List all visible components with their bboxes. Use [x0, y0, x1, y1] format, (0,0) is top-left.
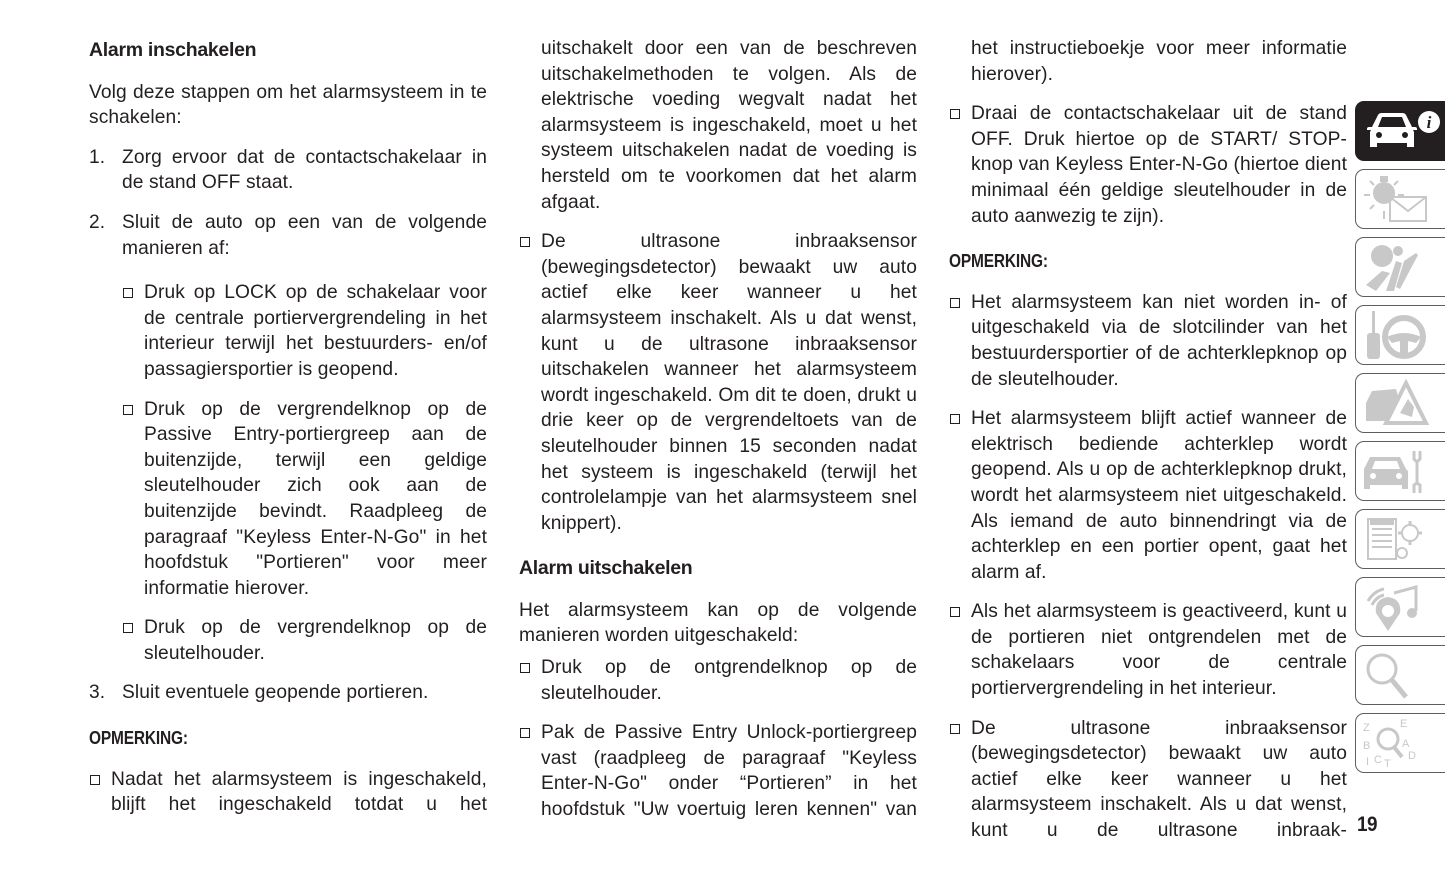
column-2 — [519, 36, 917, 837]
list-item-text: Nadat het alarmsysteem is ingeschakeld, blijft het ingeschakeld totdat u het — [111, 768, 487, 816]
list-item-text: Het alarmsysteem kan niet worden in- of uitgeschakeld via de slotcilinder van het bestuurdersportier of de achterklepknop op de sleutelhouder. — [971, 291, 1347, 390]
square-bullet-icon — [949, 101, 971, 229]
list-item — [949, 599, 1347, 701]
square-bullet-icon — [122, 615, 144, 666]
key-steering-wheel-icon — [1360, 309, 1444, 363]
list-item — [122, 280, 487, 382]
chapter-tab-getting-to-know[interactable] — [1355, 101, 1445, 161]
svg-text:A: A — [1402, 738, 1410, 750]
list-item-text: Pak de Passive Entry Unlock-portiergreep vast (raadpleeg de paragraaf "Keyless Enter-N-Go" onder “Portieren” in het hoofdstuk "Uw voertuig leren kennen" van — [541, 722, 917, 821]
continued-paragraph: het instructieboekje voor meer informatie hierover). — [971, 38, 1347, 85]
list-item-text: De ultrasone inbraaksensor (bewegingsdetector) bewaakt uw auto actief elke keer wanneer u het alarmsysteem inschakelt. Als u dat wenst, kunt u de ultrasone inbraak- — [971, 717, 1347, 842]
svg-text:I: I — [1366, 756, 1370, 768]
step-text: Zorg ervoor dat de contactschakelaar in de stand OFF staat. — [122, 146, 487, 194]
step-item — [89, 210, 487, 261]
chapter-tab-index[interactable] — [1355, 645, 1445, 705]
step-text: Sluit eventuele geopende portieren. — [122, 682, 429, 704]
list-item — [122, 397, 487, 602]
list-item-text: Druk op de ontgrendelknop op de sleutelhouder. — [541, 657, 917, 704]
step-number: 3. — [89, 682, 106, 704]
step-number: 2. — [89, 211, 106, 233]
list-item-text: De ultrasone inbraaksensor (bewegingsdetector) bewaakt uw auto actief elke keer wanneer u het alarmsysteem inschakelt. Als u dat wenst, kunt u de ultrasone inbraaksensor uitschakelen wanneer het alarmsysteem wordt ingeschakeld. Om dit te doen, drukt u drie keer op de vergrendeltoets van de sleutelhouder binnen 15 seconden nadat het systeem is ingeschakeld (terwijl het controlelampje van het alarmsysteem snel knippert). — [541, 231, 917, 534]
square-bullet-icon — [122, 397, 144, 602]
step-text: Sluit de auto op een van de volgende manieren af: — [122, 211, 487, 259]
square-bullet-icon — [122, 280, 144, 382]
chapter-tabs — [1355, 101, 1445, 781]
intro-paragraph: Volg deze stappen om het alarmsysteem in te schakelen: — [89, 81, 487, 129]
chapter-tab-emergency[interactable] — [1355, 373, 1445, 433]
svg-text:B: B — [1363, 740, 1371, 752]
square-bullet-icon — [949, 290, 971, 392]
list-item-text: Het alarmsysteem blijft actief wanneer de elektrisch bediende achterklep wordt geopend. Als u op de achterklepknop drukt, wordt het alarmsysteem niet uitgeschakeld. Als iemand de auto binnendringt via de achterklep en een portier opent, gaat het alarm af. — [971, 408, 1347, 583]
chapter-tab-multimedia[interactable] — [1355, 577, 1445, 637]
svg-text:E: E — [1400, 718, 1408, 730]
warning-light-message-icon — [1360, 173, 1444, 227]
list-item — [519, 655, 917, 706]
list-item — [949, 406, 1347, 585]
square-bullet-icon — [519, 720, 541, 822]
chapter-tab-warning-lights[interactable] — [1355, 169, 1445, 229]
multimedia-music-icon — [1360, 581, 1444, 635]
chapter-tab-alphabetical-index[interactable] — [1355, 713, 1445, 773]
note-heading: OPMERKING: — [949, 251, 1048, 272]
car-service-wrench-icon — [1360, 445, 1444, 499]
alphabetical-index-icon — [1360, 717, 1444, 771]
car-info-icon — [1360, 105, 1444, 159]
list-item — [89, 767, 487, 818]
airbag-seat-icon — [1360, 241, 1444, 295]
list-item-text: Draai de contactschakelaar uit de stand OFF. Druk hiertoe op de START/ STOP-knop van Keyless Enter-N-Go (hiertoe dient minimaal één geldige sleutelhouder in de auto aanwezig te zijn). — [971, 103, 1347, 227]
step-item — [89, 680, 487, 706]
svg-text:Z: Z — [1363, 722, 1370, 734]
square-bullet-icon — [949, 406, 971, 585]
chapter-tab-safety[interactable] — [1355, 237, 1445, 297]
square-bullet-icon — [519, 229, 541, 536]
square-bullet-icon — [949, 599, 971, 701]
chapter-tab-servicing[interactable] — [1355, 441, 1445, 501]
list-item — [519, 229, 917, 536]
square-bullet-icon — [519, 655, 541, 706]
square-bullet-icon — [89, 767, 111, 818]
breakdown-warning-triangle-icon — [1360, 377, 1444, 431]
search-index-icon — [1360, 649, 1444, 703]
intro-paragraph: Het alarmsysteem kan op de volgende manieren worden uitgeschakeld: — [519, 599, 917, 647]
svg-text:T: T — [1384, 758, 1391, 770]
list-item — [949, 290, 1347, 392]
page-number: 19 — [1357, 813, 1378, 836]
list-item — [122, 615, 487, 666]
step-item — [89, 145, 487, 196]
column-1 — [89, 36, 487, 832]
section-heading-alarm-on: Alarm inschakelen — [89, 39, 257, 61]
column-3 — [949, 36, 1347, 858]
section-heading-alarm-off: Alarm uitschakelen — [519, 557, 693, 580]
list-item — [949, 101, 1347, 229]
step-number: 1. — [89, 146, 106, 168]
list-item — [949, 716, 1347, 844]
continued-paragraph: uitschakelt door een van de beschreven uitschakelmethoden te volgen. Als de elektrische voeding wegvalt nadat het alarmsysteem is ingeschakeld, moet u het systeem uitschakelen nadat de voeding is hersteld om te voorkomen dat het alarm afgaat. — [541, 38, 917, 213]
svg-text:i: i — [1426, 113, 1432, 132]
chapter-tab-technical-data[interactable] — [1355, 509, 1445, 569]
list-item-text: Druk op de vergrendelknop op de sleutelhouder. — [144, 617, 487, 664]
list-item-text: Druk op LOCK op de schakelaar voor de centrale portiervergrendeling in het interieur terwijl het bestuurders- en/of passagiersportier is geopend. — [144, 282, 487, 380]
chapter-tab-starting-driving[interactable] — [1355, 305, 1445, 365]
note-heading: OPMERKING: — [89, 728, 188, 749]
list-item-text: Druk op de vergrendelknop op de Passive Entry-portiergreep aan de buitenzijde, terwijl een geldige sleutelhouder zich ook aan de buitenzijde bevindt. Raadpleeg de paragraaf "Keyless Enter-N-Go" in het hoofdstuk "Portieren" voor meer informatie hierover. — [144, 398, 487, 599]
specifications-gears-icon — [1360, 513, 1444, 567]
list-item-text: Als het alarmsysteem is geactiveerd, kunt u de portieren niet ontgrendelen met de schakelaars voor de centrale portiervergrendeling in het interieur. — [971, 601, 1347, 700]
svg-text:D: D — [1408, 750, 1416, 762]
list-item — [519, 720, 917, 822]
svg-text:C: C — [1374, 754, 1382, 766]
square-bullet-icon — [949, 716, 971, 844]
